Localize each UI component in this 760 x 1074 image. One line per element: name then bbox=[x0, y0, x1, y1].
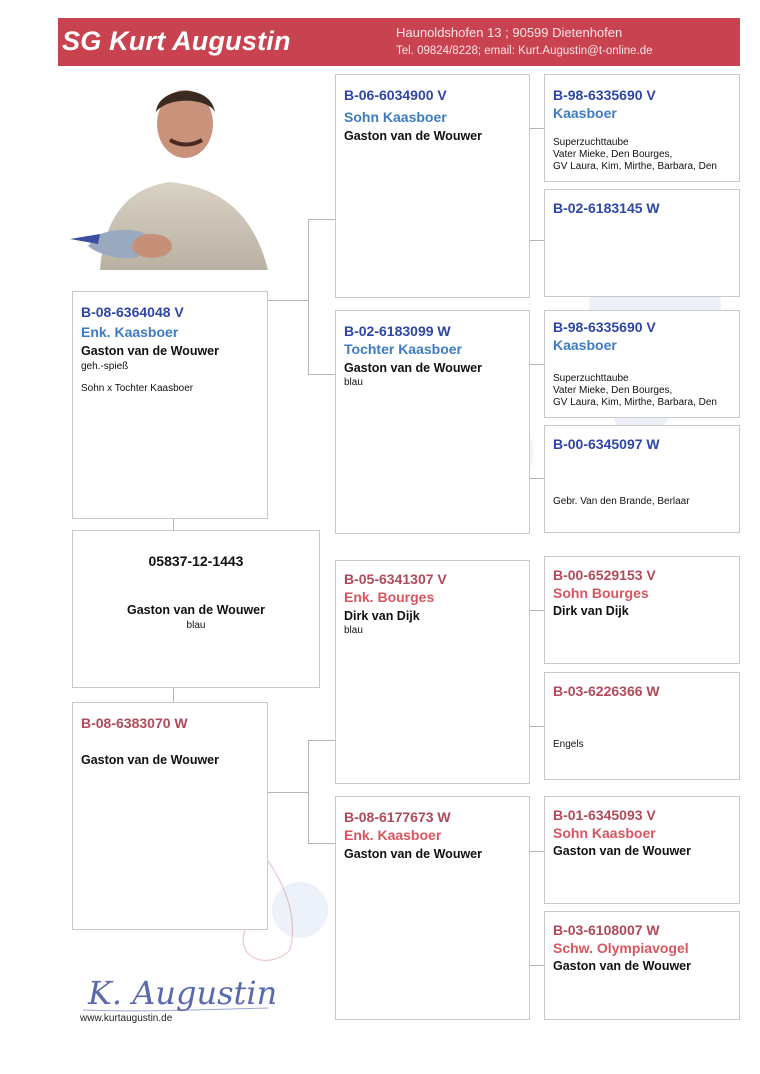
connector-line bbox=[530, 726, 544, 727]
loft-title: SG Kurt Augustin bbox=[62, 26, 291, 56]
sire-breeder: Gaston van de Wouwer bbox=[81, 344, 219, 358]
dsd-ring: B-03-6226366 W bbox=[553, 683, 660, 699]
granddam-paternal-card bbox=[335, 310, 530, 534]
sdd-breeder: Gebr. Van den Brande, Berlaar bbox=[553, 496, 690, 507]
sire-note: geh.-spieß bbox=[81, 361, 129, 372]
ss-ring: B-06-6034900 V bbox=[344, 87, 447, 103]
dss-name: Sohn Bourges bbox=[553, 585, 649, 601]
connector-line bbox=[530, 965, 544, 966]
ss-name: Sohn Kaasboer bbox=[344, 109, 447, 125]
dd-breeder: Gaston van de Wouwer bbox=[344, 847, 482, 861]
sire-card bbox=[72, 291, 268, 519]
dss-breeder: Dirk van Dijk bbox=[553, 604, 629, 618]
breeder-photo bbox=[60, 74, 275, 270]
sire-ring: B-08-6364048 V bbox=[81, 304, 184, 320]
ggp-card-7 bbox=[544, 796, 740, 904]
dss-ring: B-00-6529153 V bbox=[553, 567, 656, 583]
ggp-card-2 bbox=[544, 189, 740, 297]
subject-breeder: Gaston van de Wouwer bbox=[127, 603, 265, 617]
ggp-card-1 bbox=[544, 74, 740, 182]
ds-name: Enk. Bourges bbox=[344, 589, 435, 605]
grandsire-paternal-card bbox=[335, 74, 530, 298]
granddam-maternal-card bbox=[335, 796, 530, 1020]
connector-line bbox=[530, 240, 544, 241]
header-banner bbox=[58, 18, 740, 66]
sss-note: GV Laura, Kim, Mirthe, Barbara, Den bbox=[553, 161, 717, 172]
sds-note: Superzuchttaube bbox=[553, 373, 629, 384]
connector-line bbox=[308, 740, 335, 741]
sss-note: Vater Mieke, Den Bourges, bbox=[553, 149, 673, 160]
address-text: Haunoldshofen 13 ; 90599 Dietenhofen bbox=[396, 25, 623, 40]
sd-breeder: Gaston van de Wouwer bbox=[344, 361, 482, 375]
sire-note: Sohn x Tochter Kaasboer bbox=[81, 383, 194, 394]
ggp-card-6 bbox=[544, 672, 740, 780]
sss-name: Kaasboer bbox=[553, 105, 617, 121]
connector-line bbox=[308, 740, 309, 844]
ds-ring: B-05-6341307 V bbox=[344, 571, 447, 587]
subject-ring: 05837-12-1443 bbox=[148, 553, 244, 569]
subject-color: blau bbox=[186, 620, 206, 631]
sss-ring: B-98-6335690 V bbox=[553, 87, 656, 103]
dam-card bbox=[72, 702, 268, 930]
dam-breeder: Gaston van de Wouwer bbox=[81, 753, 219, 767]
ssd-ring: B-02-6183145 W bbox=[553, 200, 660, 216]
ggp-card-8 bbox=[544, 911, 740, 1020]
connector-line bbox=[530, 851, 544, 852]
connector-line bbox=[308, 374, 335, 375]
ggp-card-3 bbox=[544, 310, 740, 418]
ddd-breeder: Gaston van de Wouwer bbox=[553, 959, 691, 973]
grandsire-maternal-card bbox=[335, 560, 530, 784]
sss-note: Superzuchttaube bbox=[553, 137, 629, 148]
dds-name: Sohn Kaasboer bbox=[553, 825, 656, 841]
dds-breeder: Gaston van de Wouwer bbox=[553, 844, 691, 858]
connector-line bbox=[268, 300, 308, 301]
contact-text: Tel. 09824/8228; email: Kurt.Augustin@t-online.de bbox=[396, 45, 653, 57]
ds-breeder: Dirk van Dijk bbox=[344, 609, 420, 623]
sds-note: Vater Mieke, Den Bourges, bbox=[553, 385, 673, 396]
sd-ring: B-02-6183099 W bbox=[344, 323, 451, 339]
ddd-name: Schw. Olympiavogel bbox=[553, 940, 689, 956]
sire-name: Enk. Kaasboer bbox=[81, 324, 179, 340]
signature-image bbox=[78, 960, 278, 1020]
website-link[interactable]: www.kurtaugustin.de bbox=[80, 1013, 173, 1024]
connector-line bbox=[530, 364, 544, 365]
ss-breeder: Gaston van de Wouwer bbox=[344, 129, 482, 143]
connector-line bbox=[530, 478, 544, 479]
ggp-card-5 bbox=[544, 556, 740, 664]
connector-line bbox=[530, 128, 544, 129]
sd-name: Tochter Kaasboer bbox=[344, 341, 462, 357]
sds-name: Kaasboer bbox=[553, 337, 617, 353]
ggp-card-4 bbox=[544, 425, 740, 533]
dam-ring: B-08-6383070 W bbox=[81, 715, 188, 731]
connector-line bbox=[173, 688, 174, 702]
connector-line bbox=[268, 792, 308, 793]
dd-name: Enk. Kaasboer bbox=[344, 827, 442, 843]
sds-ring: B-98-6335690 V bbox=[553, 319, 656, 335]
sds-note: GV Laura, Kim, Mirthe, Barbara, Den bbox=[553, 397, 717, 408]
ds-color: blau bbox=[344, 625, 363, 636]
connector-line bbox=[308, 219, 309, 375]
sdd-ring: B-00-6345097 W bbox=[553, 436, 660, 452]
dd-ring: B-08-6177673 W bbox=[344, 809, 451, 825]
connector-line bbox=[308, 843, 335, 844]
signature-text: K. Augustin bbox=[88, 974, 278, 1012]
dds-ring: B-01-6345093 V bbox=[553, 807, 656, 823]
sd-color: blau bbox=[344, 377, 363, 388]
subject-card bbox=[72, 530, 320, 688]
ddd-ring: B-03-6108007 W bbox=[553, 922, 660, 938]
connector-line bbox=[308, 219, 335, 220]
dsd-breeder: Engels bbox=[553, 739, 584, 750]
connector-line bbox=[530, 610, 544, 611]
